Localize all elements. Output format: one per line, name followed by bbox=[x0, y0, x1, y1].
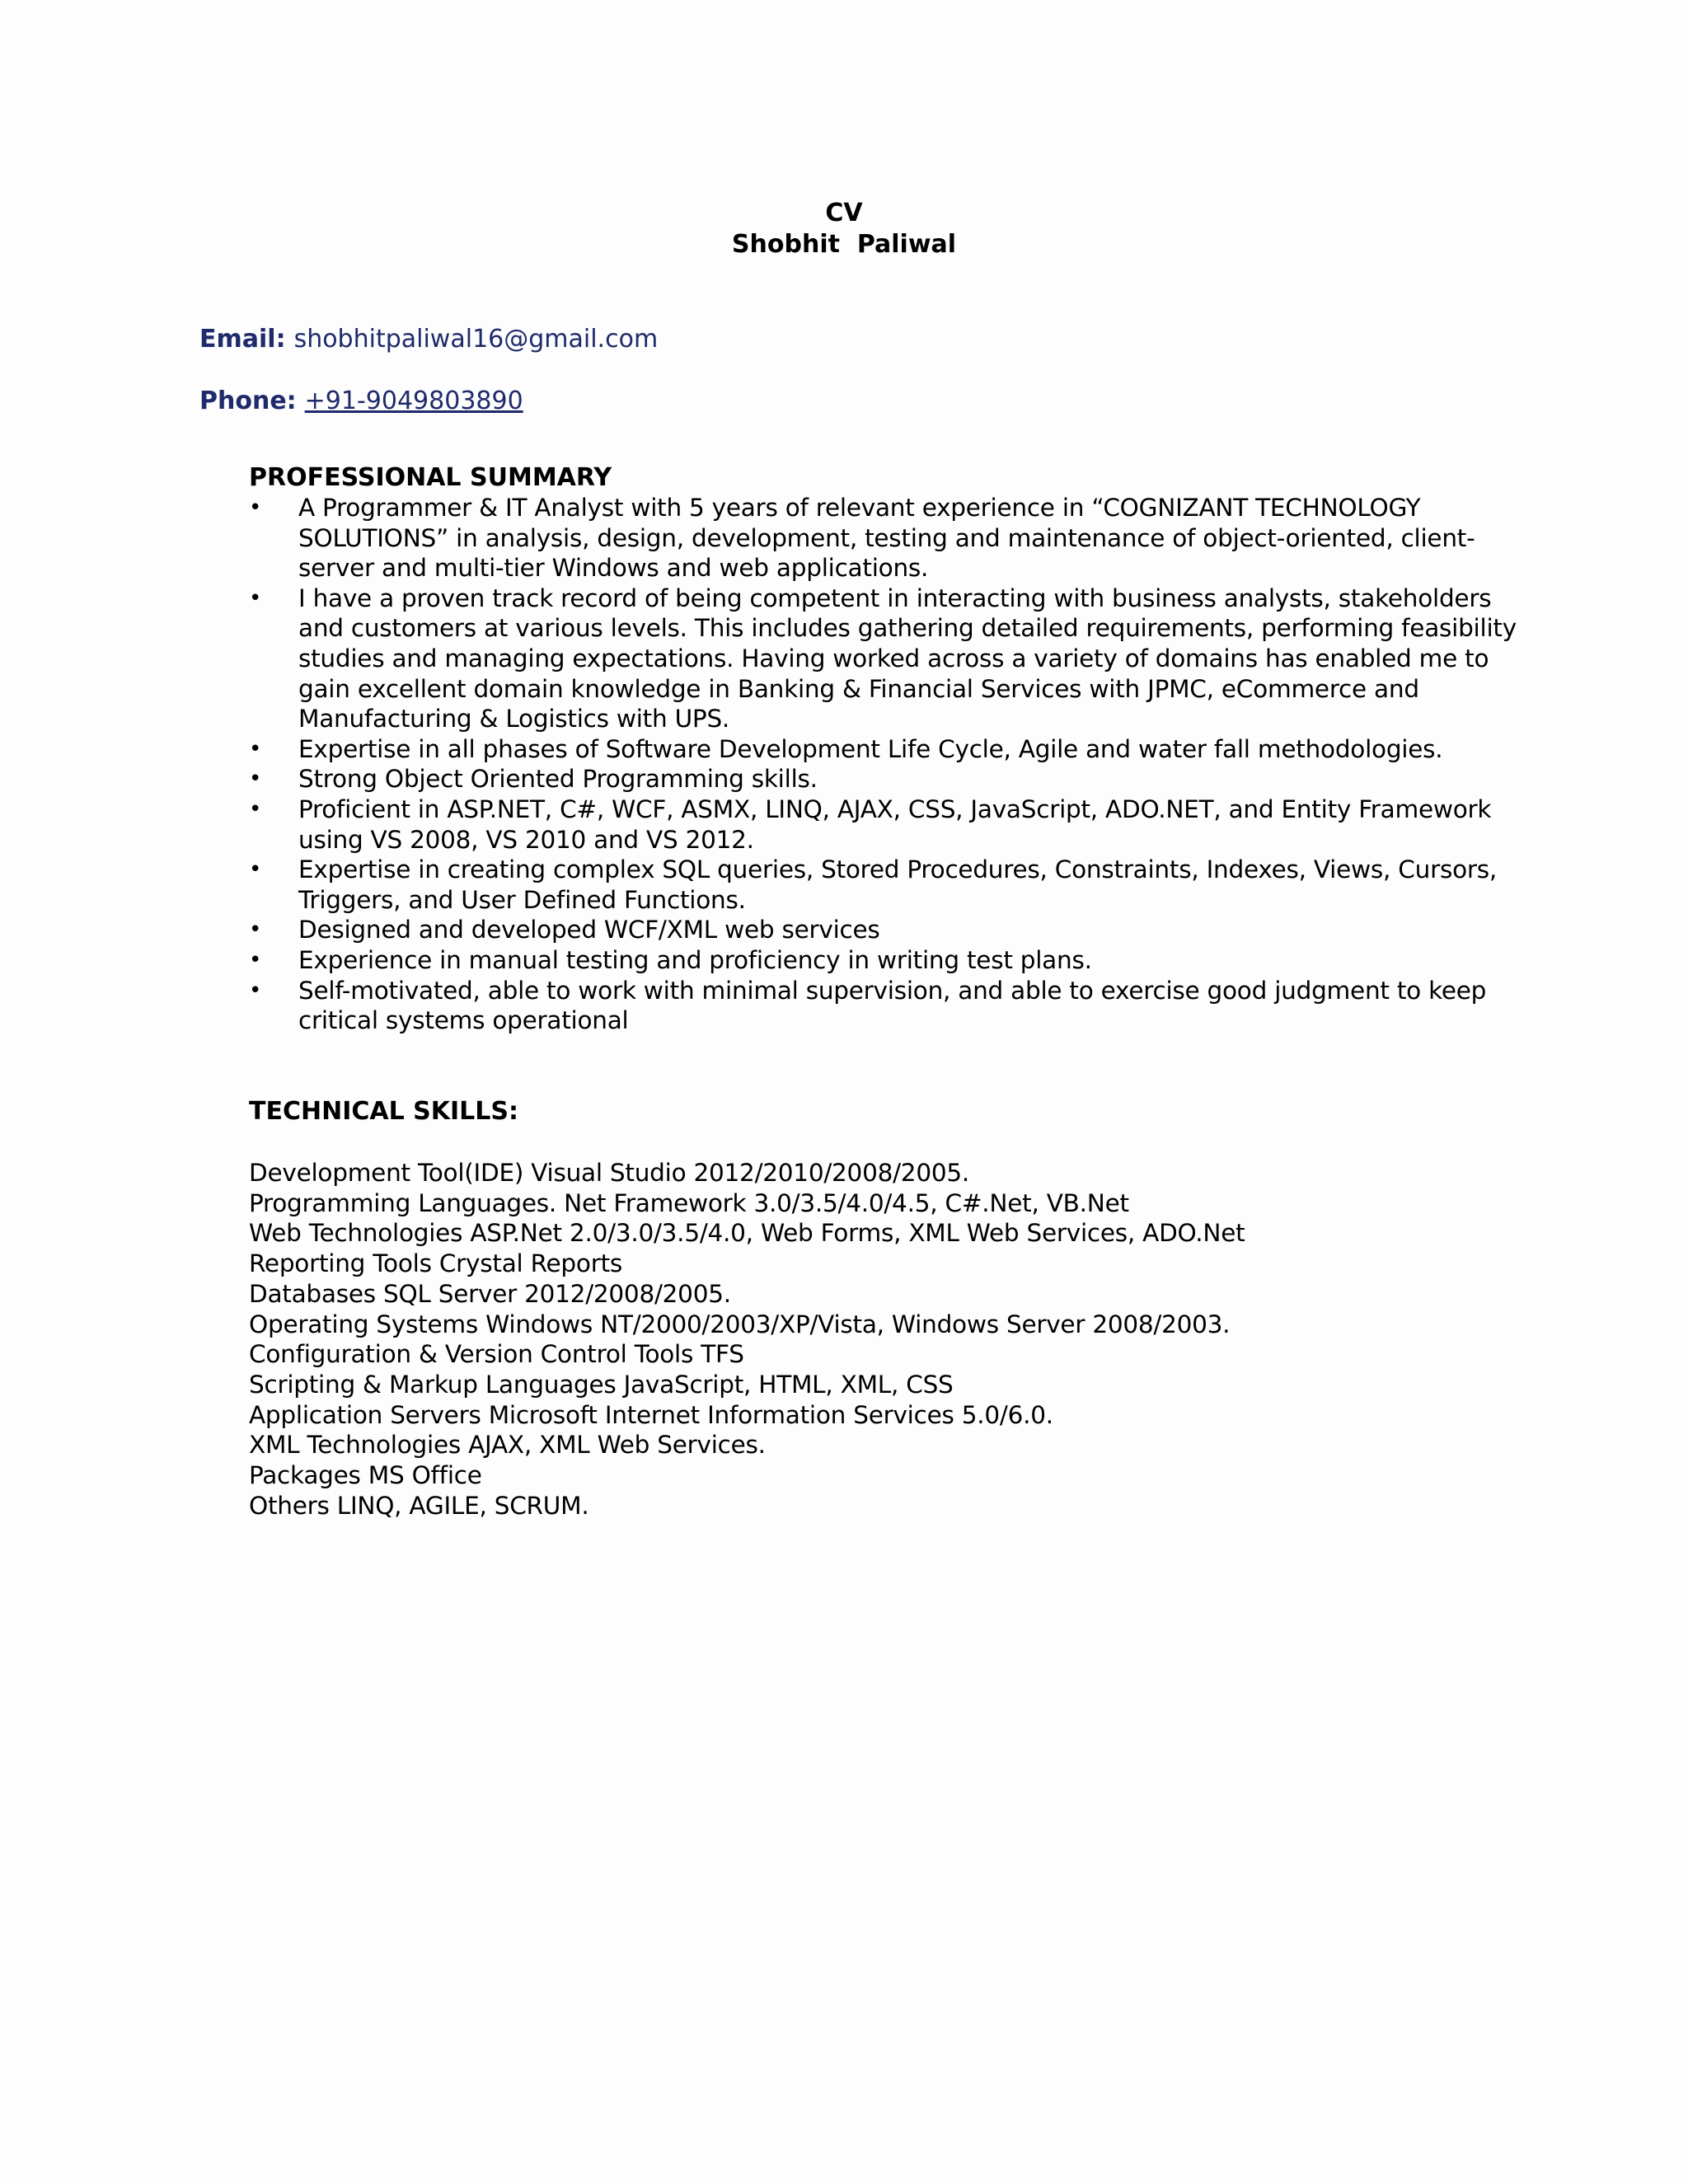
skill-line: Programming Languages. Net Framework 3.0/3.5/4.0/4.5, C#.Net, VB.Net bbox=[249, 1188, 1129, 1217]
skill-line: Application Servers Microsoft Internet Information Services 5.0/6.0. bbox=[249, 1400, 1053, 1429]
list-item bbox=[249, 945, 1535, 976]
bullet-icon: • bbox=[249, 917, 262, 943]
list-item-text: Designed and developed WCF/XML web services bbox=[298, 916, 880, 944]
professional-summary-heading: PROFESSIONAL SUMMARY bbox=[249, 463, 612, 492]
list-item-text: A Programmer & IT Analyst with 5 years of relevant experience in “COGNIZANT TECHNOLOGY SOLUTIONS” in analysis, design, development, testing and maintenance of object-oriented, client-server and multi-tier Windows and web applications. bbox=[298, 494, 1475, 583]
technical-skills-heading: TECHNICAL SKILLS: bbox=[249, 1097, 518, 1126]
phone-label: Phone: bbox=[199, 387, 297, 415]
candidate-name: Shobhit Paliwal bbox=[731, 230, 957, 259]
skill-line: XML Technologies AJAX, XML Web Services. bbox=[249, 1431, 766, 1460]
bullet-icon: • bbox=[249, 495, 262, 520]
bullet-icon: • bbox=[249, 857, 262, 883]
skill-line: Development Tool(IDE) Visual Studio 2012/2010/2008/2005. bbox=[249, 1159, 969, 1187]
email-label: Email: bbox=[199, 325, 286, 354]
technical-skills-section bbox=[249, 1097, 1535, 1521]
skills-list bbox=[249, 1158, 1535, 1521]
list-item bbox=[249, 855, 1535, 915]
bullet-icon: • bbox=[249, 977, 262, 1003]
list-item-text: Self-motivated, able to work with minimal supervision, and able to exercise good judgment to keep critical systems operational bbox=[298, 976, 1487, 1035]
skill-line: Configuration & Version Control Tools TFS bbox=[249, 1340, 744, 1369]
list-item-text: Strong Object Oriented Programming skills. bbox=[298, 765, 818, 794]
bullet-icon: • bbox=[249, 585, 262, 611]
list-item-text: Expertise in creating complex SQL queries, Stored Procedures, Constraints, Indexes, Views, Cursors, Triggers, and User Defined Functions. bbox=[298, 855, 1497, 914]
list-item-text: Proficient in ASP.NET, C#, WCF, ASMX, LINQ, AJAX, CSS, JavaScript, ADO.NET, and Entity Framework using VS 2008, VS 2010 and VS 2012. bbox=[298, 794, 1492, 854]
bullet-icon: • bbox=[249, 766, 262, 792]
list-item-text: I have a proven track record of being competent in interacting with business analysts, stakeholders and customers at various levels. This includes gathering detailed requirements, performing feasibility studies and managing expectations. Having worked across a variety of domains has enabled me to gain excellent domain knowledge in Banking & Financial Services with JPMC, eCommerce and Manufacturing & Logistics with UPS. bbox=[298, 583, 1517, 733]
list-item bbox=[249, 734, 1535, 765]
cv-header bbox=[0, 198, 1688, 260]
skill-line: Others LINQ, AGILE, SCRUM. bbox=[249, 1491, 589, 1520]
bullet-icon: • bbox=[249, 947, 262, 972]
skill-line: Scripting & Markup Languages JavaScript, HTML, XML, CSS bbox=[249, 1370, 954, 1399]
skill-line: Web Technologies ASP.Net 2.0/3.0/3.5/4.0, Web Forms, XML Web Services, ADO.Net bbox=[249, 1219, 1245, 1248]
phone-link[interactable]: +91-9049803890 bbox=[304, 387, 523, 415]
list-item bbox=[249, 976, 1535, 1036]
phone-row bbox=[199, 386, 523, 417]
list-item bbox=[249, 794, 1535, 855]
skill-line: Packages MS Office bbox=[249, 1461, 482, 1490]
professional-summary-section bbox=[249, 463, 1535, 1036]
skill-line: Reporting Tools Crystal Reports bbox=[249, 1249, 623, 1278]
list-item bbox=[249, 493, 1535, 583]
list-item-text: Experience in manual testing and proficiency in writing test plans. bbox=[298, 945, 1092, 974]
bullet-icon: • bbox=[249, 736, 262, 762]
skill-line: Databases SQL Server 2012/2008/2005. bbox=[249, 1279, 731, 1308]
list-item bbox=[249, 915, 1535, 945]
email-value: shobhitpaliwal16@gmail.com bbox=[293, 325, 659, 354]
list-item bbox=[249, 764, 1535, 794]
summary-list bbox=[249, 493, 1535, 1036]
skill-line: Operating Systems Windows NT/2000/2003/XP/Vista, Windows Server 2008/2003. bbox=[249, 1310, 1231, 1338]
document-title: CV bbox=[825, 199, 863, 227]
email-row bbox=[199, 324, 658, 355]
list-item-text: Expertise in all phases of Software Development Life Cycle, Agile and water fall methodologies. bbox=[298, 734, 1443, 763]
list-item bbox=[249, 583, 1535, 734]
bullet-icon: • bbox=[249, 796, 262, 822]
